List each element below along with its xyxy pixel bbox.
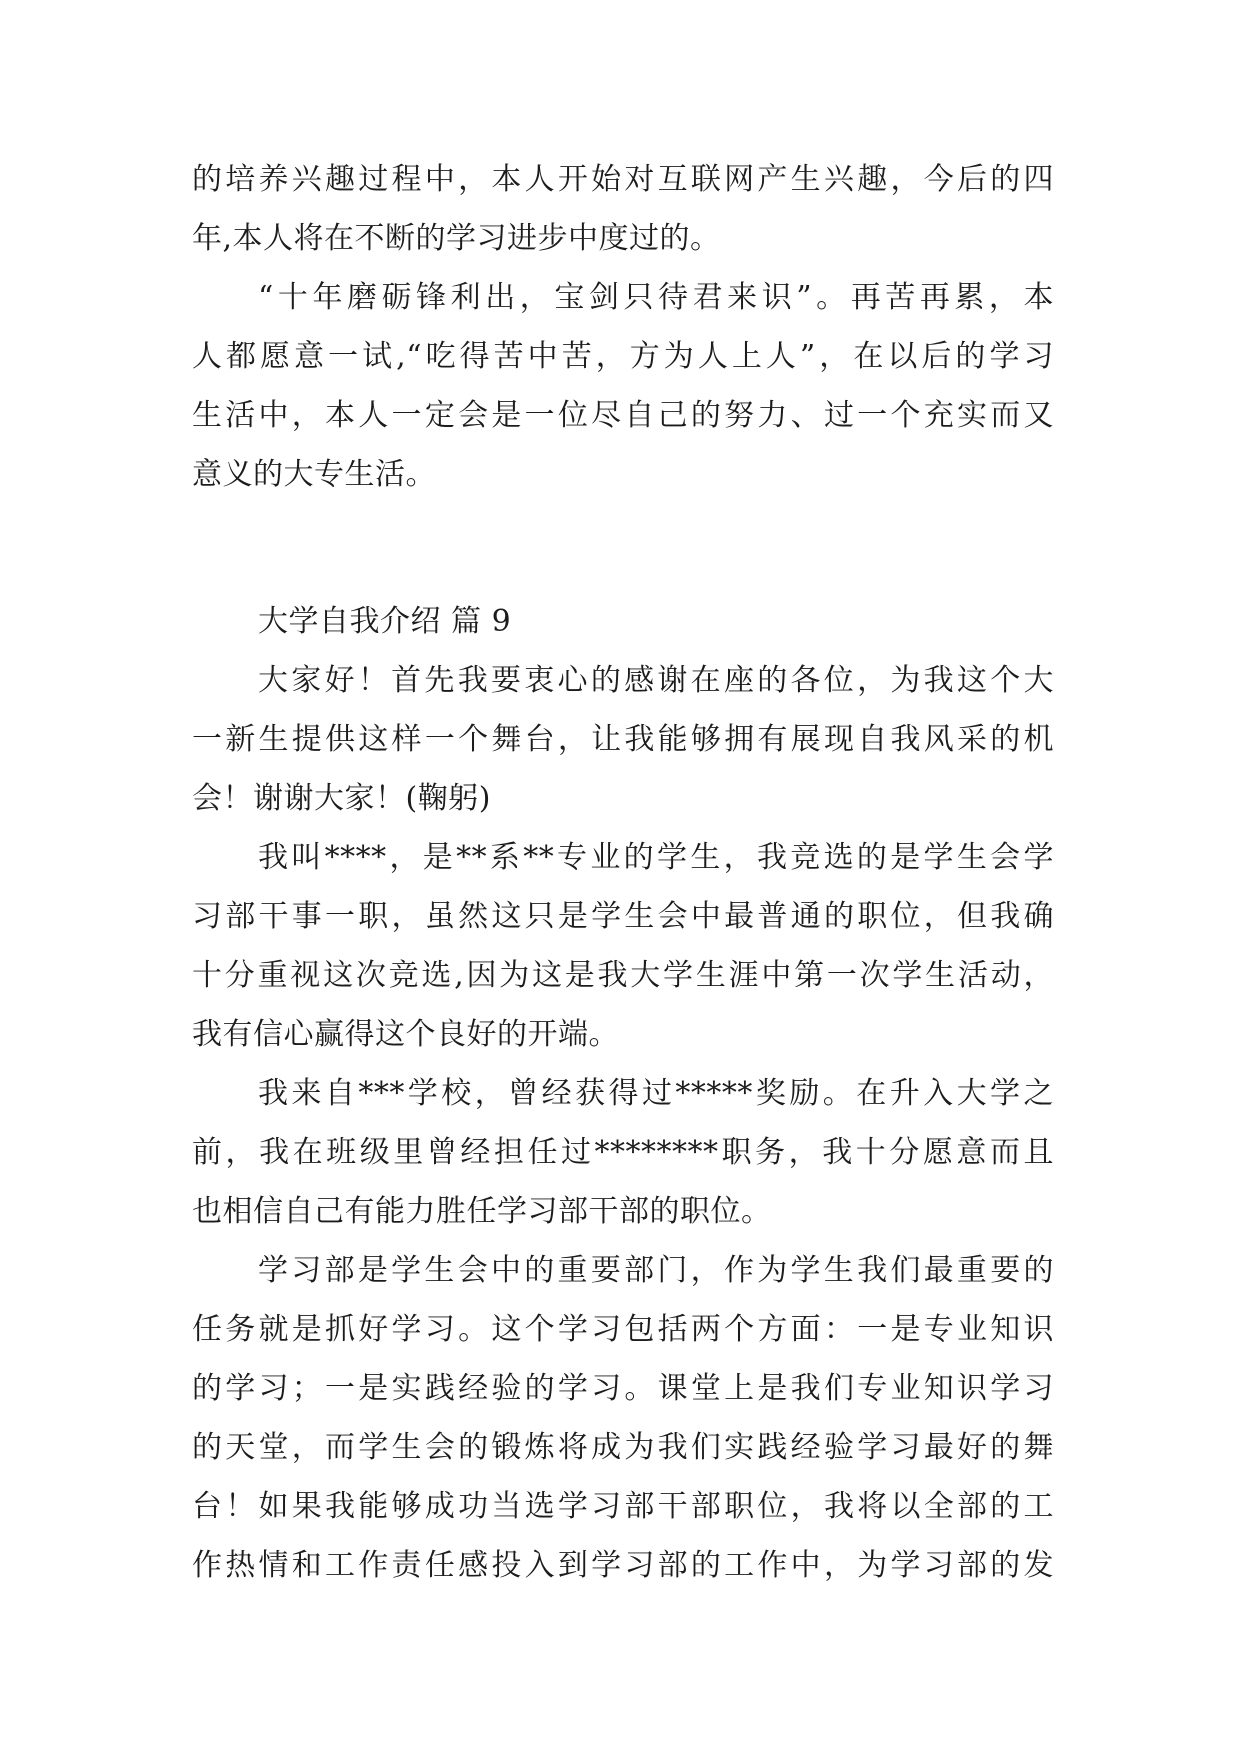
text-line: 大家好！首先我要衷心的感谢在座的各位，为我这个大	[258, 663, 1054, 698]
text-line: 习部干事一职，虽然这只是学生会中最普通的职位，但我确	[192, 899, 1054, 934]
document-page	[192, 150, 1054, 1595]
text-line: 我来自***学校，曾经获得过*****奖励。在升入大学之	[258, 1076, 1054, 1111]
text-line: 任务就是抓好学习。这个学习包括两个方面：一是专业知识	[192, 1312, 1054, 1347]
text-line: 十分重视这次竞选,因为这是我大学生涯中第一次学生活动，	[192, 958, 1054, 993]
text-line: 我叫****，是**系**专业的学生，我竞选的是学生会学	[258, 840, 1054, 875]
text-line: 前，我在班级里曾经担任过********职务，我十分愿意而且	[192, 1135, 1054, 1170]
text-line: 会！谢谢大家！(鞠躬)	[192, 781, 491, 816]
text-line: 生活中，本人一定会是一位尽自己的努力、过一个充实而又	[192, 398, 1054, 433]
text-line: 我有信心赢得这个良好的开端。	[192, 1017, 619, 1052]
text-line: 台！如果我能够成功当选学习部干部职位，我将以全部的工	[192, 1489, 1054, 1524]
paragraph-p3	[192, 651, 1054, 828]
text-line: 的培养兴趣过程中，本人开始对互联网产生兴趣，今后的四	[192, 162, 1054, 197]
section-heading	[192, 592, 1054, 651]
text-line: 也相信自己有能力胜任学习部干部的职位。	[192, 1194, 772, 1229]
text-line: 学习部是学生会中的重要部门，作为学生我们最重要的	[258, 1253, 1054, 1288]
paragraph-p6	[192, 1241, 1054, 1595]
text-line: 意义的大专生活。	[192, 457, 436, 492]
text-line: 一新生提供这样一个舞台，让我能够拥有展现自我风采的机	[192, 722, 1054, 757]
paragraph-p1	[192, 150, 1054, 268]
text-line: 的天堂，而学生会的锻炼将成为我们实践经验学习最好的舞	[192, 1430, 1054, 1465]
paragraph-p4	[192, 828, 1054, 1064]
heading-title: 大学自我介绍 篇 9	[258, 604, 512, 639]
text-line: 年,本人将在不断的学习进步中度过的。	[192, 221, 721, 256]
paragraph-p2	[192, 268, 1054, 504]
text-line: “十年磨砺锋利出，宝剑只待君来识”。再苦再累，本	[258, 280, 1054, 315]
text-line: 的学习；一是实践经验的学习。课堂上是我们专业知识学习	[192, 1371, 1054, 1406]
text-line: 作热情和工作责任感投入到学习部的工作中，为学习部的发	[192, 1548, 1054, 1583]
text-line: 人都愿意一试,“吃得苦中苦，方为人上人”，在以后的学习	[192, 339, 1054, 374]
paragraph-p5	[192, 1064, 1054, 1241]
